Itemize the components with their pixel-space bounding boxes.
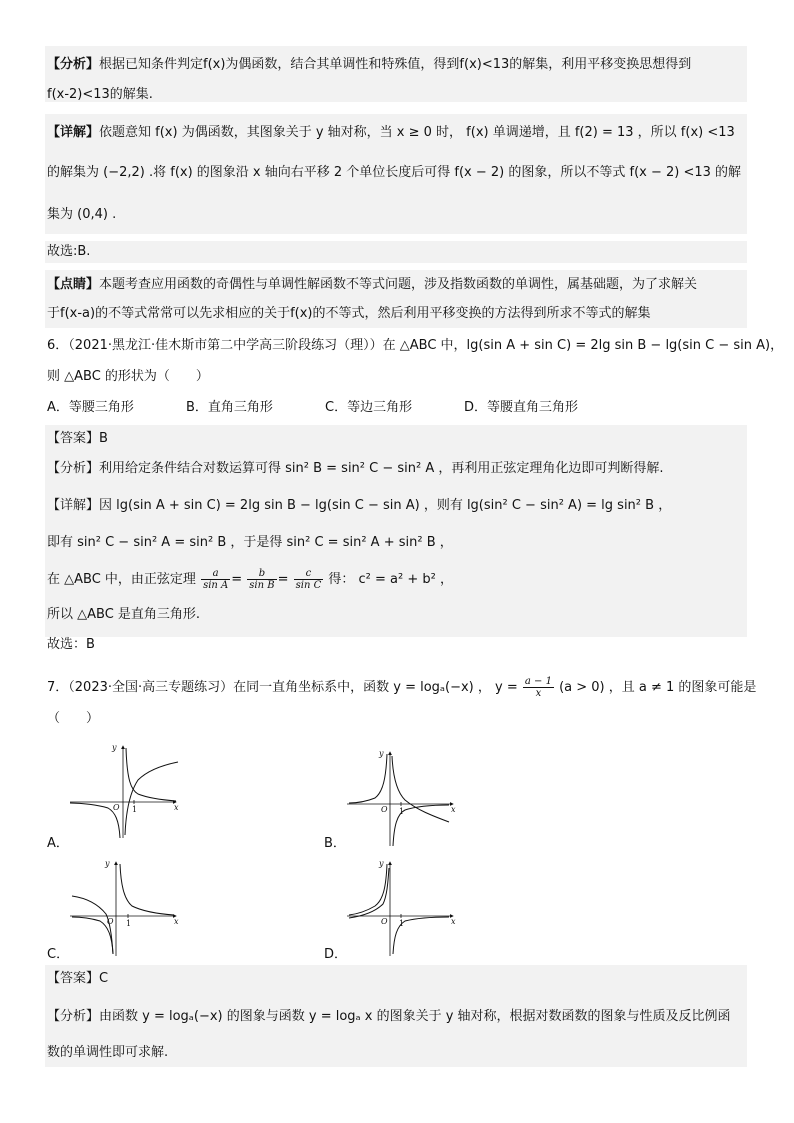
q6-choice: 故选：B — [47, 637, 95, 652]
graph-b-origin: O — [381, 805, 388, 814]
graph-option-b — [345, 748, 460, 848]
detail-5-line1: 【详解】依题意知 f(x) 为偶函数，其图象关于 y 轴对称，当 x ≥ 0 时， f(x) 单调递增，且 f(2) = 13 ，所以 f(x) <13 — [47, 125, 735, 140]
analysis-5-line2: f(x-2)<13的解集. — [47, 87, 153, 102]
q7-option-c-label: C． — [47, 947, 70, 962]
q6-option-b: B．直角三角形 — [186, 400, 273, 415]
q6-stem-line2: 则 △ABC 的形状为（ ） — [47, 369, 209, 384]
q6-stem-line1: 6．（2021·黑龙江·佳木斯市第二中学高三阶段练习（理））在 △ABC 中，lg(sin A + sin C) = 2lg sin B − lg(sin C − sin A)， — [47, 338, 784, 353]
analysis-5-line1: 【分析】根据已知条件判定f(x)为偶函数，结合其单调性和特殊值，得到f(x)<13的解集，利用平移变换思想得到 — [47, 57, 692, 72]
q6-option-d: D．等腰直角三角形 — [464, 400, 579, 415]
q7-option-b-label: B． — [324, 836, 346, 851]
graph-option-d — [345, 858, 460, 958]
q6-detail-line4: 所以 △ABC 是直角三角形. — [47, 607, 201, 622]
fraction-b-sinB: $\frac{b}{\text{sin B}}$ — [249, 568, 275, 591]
graph-c-y-label: y — [105, 859, 110, 868]
graph-c-one: 1 — [126, 919, 132, 928]
detail-5-line2: 的解集为 (−2,2) .将 f(x) 的图象沿 x 轴向右平移 2 个单位长度后可得 f(x − 2) 的图象，所以不等式 f(x − 2) <13 的解 — [47, 165, 742, 180]
q7-analysis-line1: 【分析】由函数 y = logₐ(−x) 的图象与函数 y = logₐ x 的图象关于 y 轴对称，根据对数函数的图象与性质及反比例函 — [47, 1009, 731, 1024]
q6-detail-line2: 即有 sin² C − sin² A = sin² B ，于是得 sin² C = sin² A + sin² B ， — [47, 535, 453, 550]
graph-a-y-label: y — [112, 743, 117, 752]
fraction-a-sinA: $\frac{a}{\text{sin A}}$ — [203, 568, 229, 591]
q7-option-a-label: A． — [47, 836, 69, 851]
q7-analysis-line2: 数的单调性即可求解. — [47, 1045, 169, 1060]
q7-option-d-label: D． — [324, 947, 348, 962]
graph-option-a — [68, 740, 183, 840]
fraction-c-sinC: $\frac{c}{\text{sin C}}$ — [295, 568, 322, 591]
q6-analysis: 【分析】利用给定条件结合对数运算可得 sin² B = sin² C − sin² A ，再利用正弦定理角化边即可判断得解. — [47, 461, 664, 476]
graph-a-x-label: x — [174, 803, 179, 812]
comment-5-line1: 【点睛】本题考查应用函数的奇偶性与单调性解函数不等式问题，涉及指数函数的单调性，属基础题，为了求解关 — [47, 277, 698, 292]
graph-d-origin: O — [381, 917, 388, 926]
q6-detail-line1: 【详解】因 lg(sin A + sin C) = 2lg sin B − lg(sin C − sin A) ，则有 lg(sin² C − sin² A) = lg sin² B ， — [47, 498, 672, 513]
graph-b-one: 1 — [399, 807, 405, 816]
q6-answer: 【答案】B — [47, 431, 108, 446]
graph-d-x-label: x — [451, 917, 456, 926]
graph-c-origin: O — [107, 917, 114, 926]
q7-stem-line1: 7．（2023·全国·高三专题练习）在同一直角坐标系中，函数 y = logₐ(−x) ， y = $\frac{a - 1}{x}$ (a > 0) ，且 a ≠ 1 的图象可能是 — [47, 676, 757, 699]
choice-5: 故选:B. — [47, 244, 91, 259]
fraction-a-minus-1-over-x: $\frac{a - 1}{x}$ — [524, 676, 552, 699]
graph-a-one: 1 — [132, 805, 138, 814]
q7-answer: 【答案】C — [47, 971, 109, 986]
q6-option-a: A．等腰三角形 — [47, 400, 134, 415]
graph-c-x-label: x — [174, 917, 179, 926]
graph-option-c — [68, 858, 183, 958]
graph-d-y-label: y — [379, 859, 384, 868]
choice-box-5 — [45, 241, 747, 263]
q7-stem-line2: （ ） — [47, 711, 100, 726]
graph-b-x-label: x — [451, 805, 456, 814]
comment-5-line2: 于f(x-a)的不等式常常可以先求相应的关于f(x)的不等式，然后利用平移变换的方法得到所求不等式的解集 — [47, 306, 651, 321]
q6-detail-line3: 在 △ABC 中，由正弦定理 $\frac{a}{\text{sin A}}$ = $\frac{b}{\text{sin B}}$ = $\frac{c}{\text{sin C}}$ 得： c² = a² + b² ， — [47, 568, 453, 591]
graph-b-y-label: y — [379, 749, 384, 758]
graph-a-origin: O — [113, 803, 120, 812]
detail-5-line3: 集为 (0,4) . — [47, 207, 117, 222]
graph-d-one: 1 — [399, 919, 405, 928]
q6-option-c: C．等边三角形 — [325, 400, 413, 415]
